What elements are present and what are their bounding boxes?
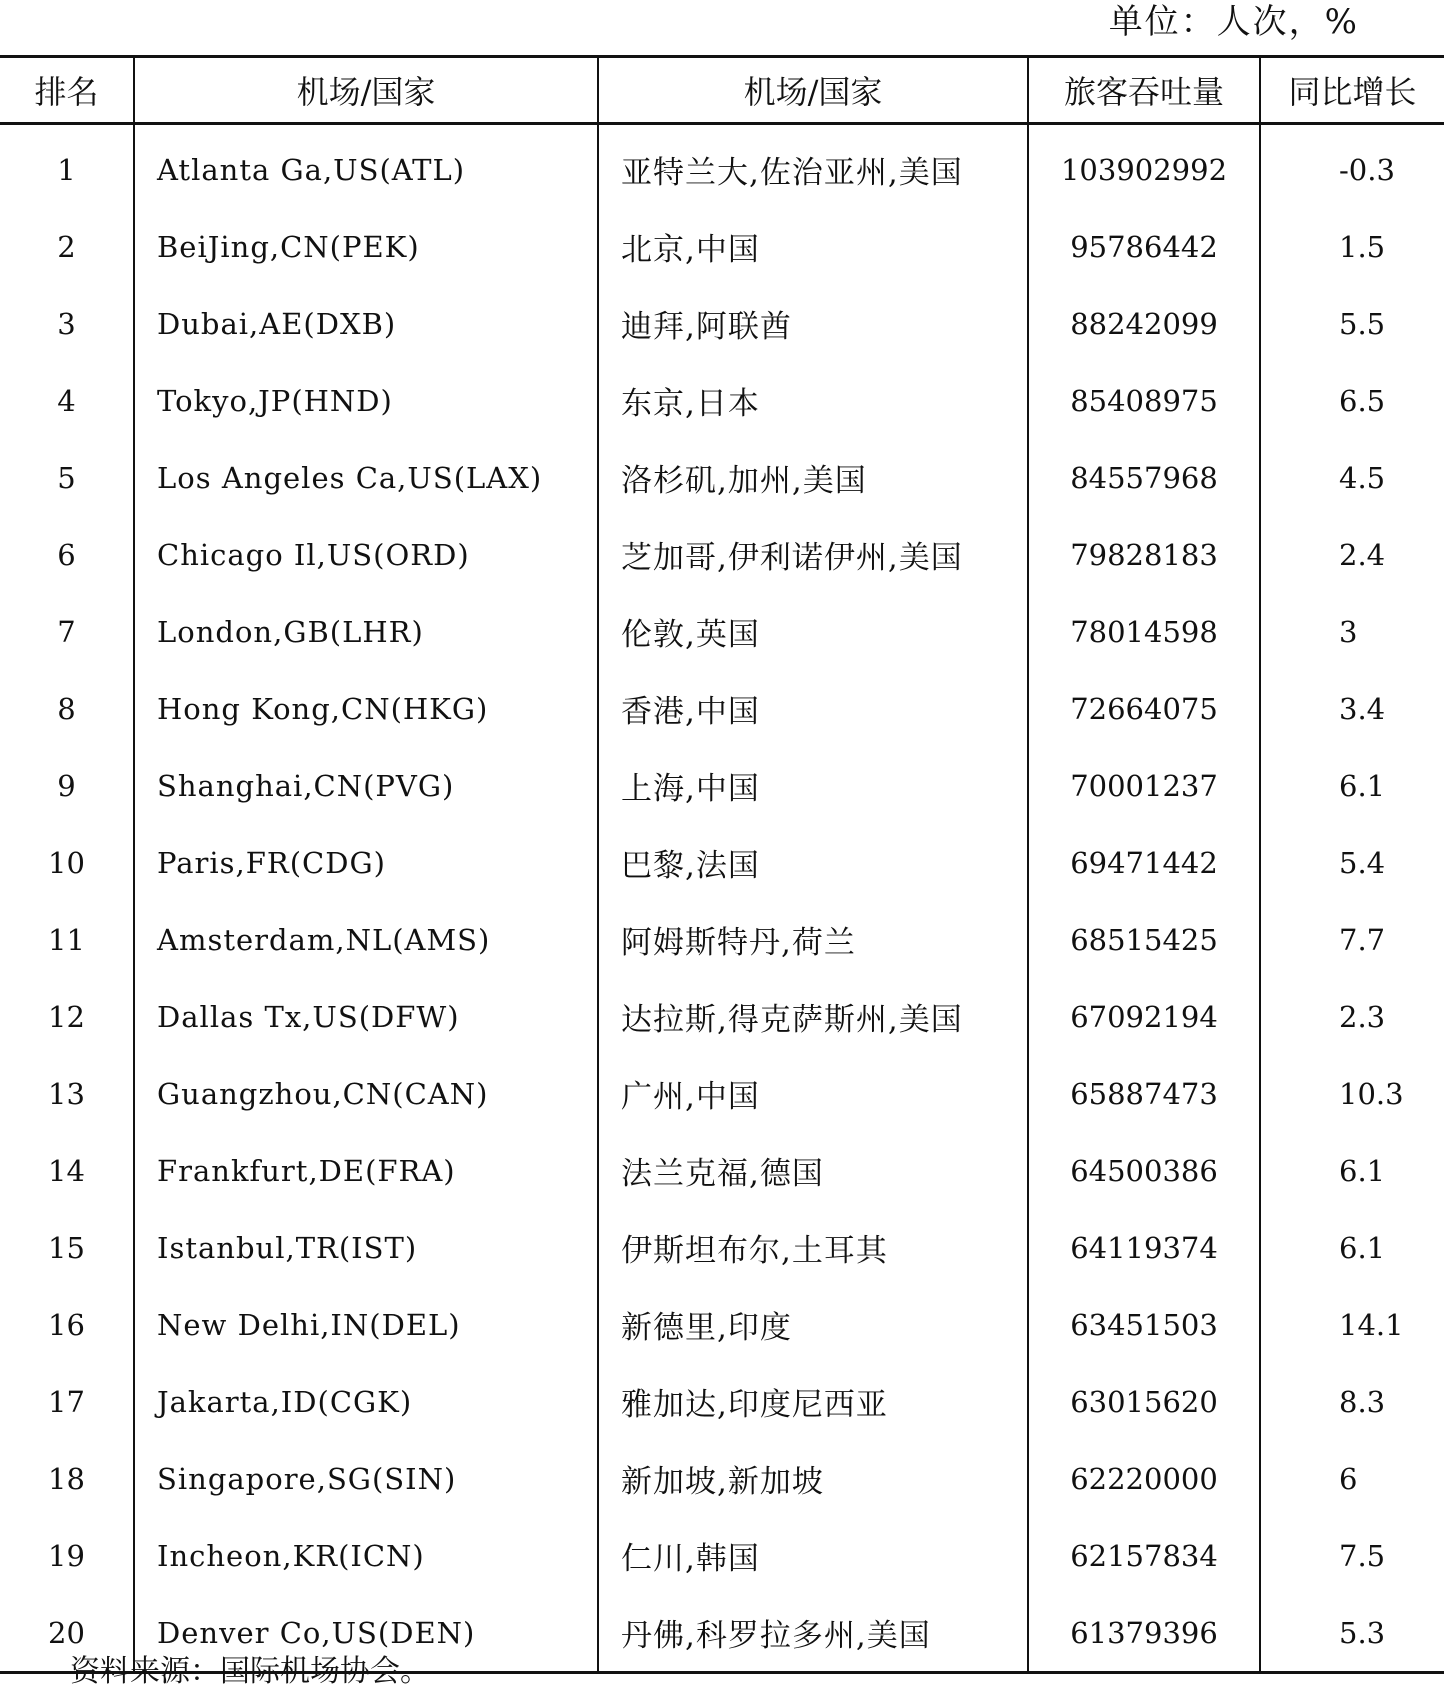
airport-en-cell: London,GB(LHR) bbox=[134, 593, 598, 670]
rank-cell: 12 bbox=[48, 999, 85, 1034]
airport-cn-cell: 东京,日本 bbox=[598, 362, 1028, 439]
growth-cell: 7.7 bbox=[1260, 901, 1444, 978]
growth-cell: 2.3 bbox=[1260, 978, 1444, 1055]
airport-en-cell: Hong Kong,CN(HKG) bbox=[134, 670, 598, 747]
passengers-cell: 69471442 bbox=[1028, 824, 1260, 901]
passengers-cell: 62220000 bbox=[1028, 1440, 1260, 1517]
header-airport-cn: 机场/国家 bbox=[598, 57, 1028, 124]
passengers-cell: 65887473 bbox=[1028, 1055, 1260, 1132]
growth-cell: 5.5 bbox=[1260, 285, 1444, 362]
airport-cn-cell: 新加坡,新加坡 bbox=[598, 1440, 1028, 1517]
growth-cell: -0.3 bbox=[1260, 124, 1444, 209]
passengers-cell: 61379396 bbox=[1028, 1594, 1260, 1673]
airport-en-cell: Los Angeles Ca,US(LAX) bbox=[134, 439, 598, 516]
rank-cell: 2 bbox=[57, 229, 76, 264]
table-header bbox=[0, 57, 1444, 124]
table-row bbox=[0, 1517, 1444, 1594]
airport-cn-cell: 丹佛,科罗拉多州,美国 bbox=[598, 1594, 1028, 1673]
unit-label: 单位：人次，% bbox=[1108, 2, 1359, 42]
rank-cell: 6 bbox=[57, 537, 76, 572]
growth-cell: 6.1 bbox=[1260, 1209, 1444, 1286]
airport-en-cell: Istanbul,TR(IST) bbox=[134, 1209, 598, 1286]
airport-cn-cell: 上海,中国 bbox=[598, 747, 1028, 824]
passengers-cell: 88242099 bbox=[1028, 285, 1260, 362]
airport-en-cell: Frankfurt,DE(FRA) bbox=[134, 1132, 598, 1209]
table-row bbox=[0, 901, 1444, 978]
growth-cell: 5.3 bbox=[1260, 1594, 1444, 1673]
airport-en-cell: Jakarta,ID(CGK) bbox=[134, 1363, 598, 1440]
airport-cn-cell: 法兰克福,德国 bbox=[598, 1132, 1028, 1209]
rank-cell: 10 bbox=[48, 845, 85, 880]
airport-cn-cell: 广州,中国 bbox=[598, 1055, 1028, 1132]
table-row bbox=[0, 978, 1444, 1055]
rank-cell: 15 bbox=[48, 1230, 85, 1265]
airport-en-cell: Guangzhou,CN(CAN) bbox=[134, 1055, 598, 1132]
passengers-cell: 85408975 bbox=[1028, 362, 1260, 439]
table-row bbox=[0, 747, 1444, 824]
passengers-cell: 70001237 bbox=[1028, 747, 1260, 824]
airport-en-cell: Chicago Il,US(ORD) bbox=[134, 516, 598, 593]
rank-cell: 19 bbox=[48, 1538, 85, 1573]
airport-en-cell: Atlanta Ga,US(ATL) bbox=[134, 124, 598, 209]
airport-cn-cell: 新德里,印度 bbox=[598, 1286, 1028, 1363]
airport-en-cell: Shanghai,CN(PVG) bbox=[134, 747, 598, 824]
growth-cell: 6.5 bbox=[1260, 362, 1444, 439]
airport-cn-cell: 伦敦,英国 bbox=[598, 593, 1028, 670]
rank-cell: 7 bbox=[57, 614, 76, 649]
growth-cell: 6 bbox=[1260, 1440, 1444, 1517]
airport-cn-cell: 洛杉矶,加州,美国 bbox=[598, 439, 1028, 516]
airport-en-cell: Dubai,AE(DXB) bbox=[134, 285, 598, 362]
rank-cell: 9 bbox=[57, 768, 76, 803]
growth-cell: 6.1 bbox=[1260, 747, 1444, 824]
table-row bbox=[0, 516, 1444, 593]
airport-cn-cell: 达拉斯,得克萨斯州,美国 bbox=[598, 978, 1028, 1055]
passengers-cell: 95786442 bbox=[1028, 208, 1260, 285]
airport-en-cell: BeiJing,CN(PEK) bbox=[134, 208, 598, 285]
airport-cn-cell: 仁川,韩国 bbox=[598, 1517, 1028, 1594]
source-note: 资料来源：国际机场协会。 bbox=[70, 1654, 430, 1689]
passengers-cell: 68515425 bbox=[1028, 901, 1260, 978]
rank-cell: 16 bbox=[48, 1307, 85, 1342]
growth-cell: 10.3 bbox=[1260, 1055, 1444, 1132]
header-growth: 同比增长 bbox=[1260, 57, 1444, 124]
table-row bbox=[0, 1286, 1444, 1363]
passengers-cell: 79828183 bbox=[1028, 516, 1260, 593]
header-airport-en: 机场/国家 bbox=[134, 57, 598, 124]
passengers-cell: 84557968 bbox=[1028, 439, 1260, 516]
rank-cell: 11 bbox=[48, 922, 85, 957]
growth-cell: 4.5 bbox=[1260, 439, 1444, 516]
table-body bbox=[0, 124, 1444, 1673]
airport-ranking-table bbox=[0, 55, 1444, 1674]
rank-cell: 1 bbox=[57, 152, 76, 187]
growth-cell: 3 bbox=[1260, 593, 1444, 670]
header-row bbox=[0, 57, 1444, 124]
rank-cell: 5 bbox=[57, 460, 76, 495]
rank-cell: 13 bbox=[48, 1076, 85, 1111]
table-row bbox=[0, 208, 1444, 285]
airport-en-cell: Tokyo,JP(HND) bbox=[134, 362, 598, 439]
airport-cn-cell: 北京,中国 bbox=[598, 208, 1028, 285]
table-row bbox=[0, 1440, 1444, 1517]
header-rank: 排名 bbox=[34, 73, 99, 111]
passengers-cell: 67092194 bbox=[1028, 978, 1260, 1055]
table-row bbox=[0, 285, 1444, 362]
airport-cn-cell: 伊斯坦布尔,土耳其 bbox=[598, 1209, 1028, 1286]
airport-cn-cell: 芝加哥,伊利诺伊州,美国 bbox=[598, 516, 1028, 593]
passengers-cell: 78014598 bbox=[1028, 593, 1260, 670]
airport-cn-cell: 亚特兰大,佐治亚州,美国 bbox=[598, 124, 1028, 209]
rank-cell: 17 bbox=[48, 1384, 85, 1419]
table-row bbox=[0, 1209, 1444, 1286]
passengers-cell: 103902992 bbox=[1028, 124, 1260, 209]
growth-cell: 8.3 bbox=[1260, 1363, 1444, 1440]
table-row bbox=[0, 124, 1444, 209]
table-row bbox=[0, 1132, 1444, 1209]
rank-cell: 14 bbox=[48, 1153, 85, 1188]
airport-en-cell: Paris,FR(CDG) bbox=[134, 824, 598, 901]
growth-cell: 2.4 bbox=[1260, 516, 1444, 593]
growth-cell: 3.4 bbox=[1260, 670, 1444, 747]
passengers-cell: 62157834 bbox=[1028, 1517, 1260, 1594]
rank-cell: 20 bbox=[48, 1615, 85, 1650]
table-row bbox=[0, 593, 1444, 670]
airport-cn-cell: 巴黎,法国 bbox=[598, 824, 1028, 901]
passengers-cell: 64119374 bbox=[1028, 1209, 1260, 1286]
growth-cell: 7.5 bbox=[1260, 1517, 1444, 1594]
growth-cell: 5.4 bbox=[1260, 824, 1444, 901]
table-row bbox=[0, 362, 1444, 439]
passengers-cell: 72664075 bbox=[1028, 670, 1260, 747]
passengers-cell: 63015620 bbox=[1028, 1363, 1260, 1440]
table-row bbox=[0, 824, 1444, 901]
airport-cn-cell: 香港,中国 bbox=[598, 670, 1028, 747]
airport-cn-cell: 雅加达,印度尼西亚 bbox=[598, 1363, 1028, 1440]
growth-cell: 6.1 bbox=[1260, 1132, 1444, 1209]
rank-cell: 8 bbox=[57, 691, 76, 726]
table-row bbox=[0, 1055, 1444, 1132]
table-row bbox=[0, 1363, 1444, 1440]
airport-cn-cell: 迪拜,阿联酋 bbox=[598, 285, 1028, 362]
table-row bbox=[0, 439, 1444, 516]
airport-en-cell: New Delhi,IN(DEL) bbox=[134, 1286, 598, 1363]
airport-en-cell: Dallas Tx,US(DFW) bbox=[134, 978, 598, 1055]
rank-cell: 3 bbox=[57, 306, 76, 341]
passengers-cell: 64500386 bbox=[1028, 1132, 1260, 1209]
table-row bbox=[0, 670, 1444, 747]
growth-cell: 14.1 bbox=[1260, 1286, 1444, 1363]
airport-en-cell: Singapore,SG(SIN) bbox=[134, 1440, 598, 1517]
passengers-cell: 63451503 bbox=[1028, 1286, 1260, 1363]
airport-cn-cell: 阿姆斯特丹,荷兰 bbox=[598, 901, 1028, 978]
airport-en-cell: Amsterdam,NL(AMS) bbox=[134, 901, 598, 978]
header-passengers: 旅客吞吐量 bbox=[1028, 57, 1260, 124]
airport-en-cell: Denver Co,US(DEN) bbox=[134, 1594, 598, 1673]
growth-cell: 1.5 bbox=[1260, 208, 1444, 285]
airport-en-cell: Incheon,KR(ICN) bbox=[134, 1517, 598, 1594]
rank-cell: 18 bbox=[48, 1461, 85, 1496]
rank-cell: 4 bbox=[57, 383, 76, 418]
